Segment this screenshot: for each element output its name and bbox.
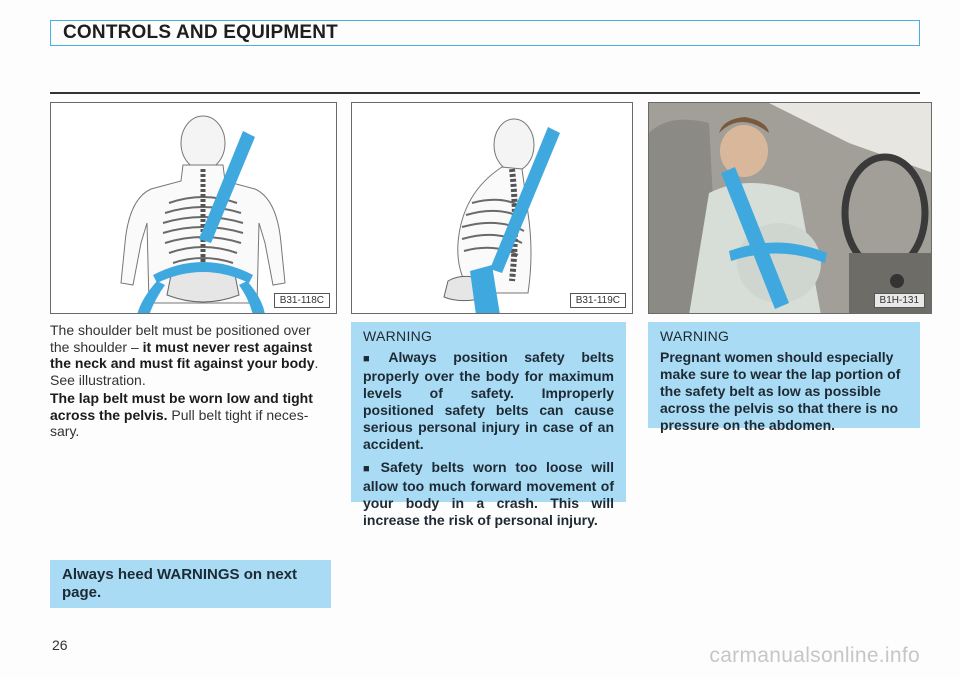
bullet-square-icon: ■ <box>363 353 383 365</box>
figure-side-view <box>351 102 633 314</box>
warning-item: ■ Always position safety belts properly over the body for maximum levels of safety. Improperly positioned safety belts can cause serious personal injury in case of an accident. <box>363 349 614 452</box>
figure-code: B31-118C <box>274 293 330 308</box>
figure-photo <box>648 102 932 314</box>
warning-title: WARNING <box>660 328 730 344</box>
back-view-skeleton-seatbelt-illustration <box>51 103 337 314</box>
figure-code: B31-119C <box>570 293 626 308</box>
warning-item: ■ Safety belts worn too loose will allow too much forward movement of your body in a crash. This will increase the risk of personal injury. <box>363 459 614 528</box>
figure-back-view <box>50 102 337 314</box>
page-title: CONTROLS AND EQUIPMENT <box>63 22 338 43</box>
header-box <box>50 20 920 46</box>
body-text <box>50 322 334 442</box>
watermark: carmanualsonline.info <box>709 644 920 667</box>
warning-title: WARNING <box>363 328 433 344</box>
figure-code: B1H-131 <box>874 293 925 308</box>
page-number: 26 <box>52 637 68 653</box>
warning-box-right: WARNING Pregnant women should especially make sure to wear the lap portion of the safety belt as low as possible across the pelvis so that there is no pressure on the abdomen. <box>648 322 920 428</box>
side-view-skeleton-seatbelt-illustration <box>352 103 633 314</box>
warning-box-left: Always heed WARNINGS on next page. <box>50 560 331 608</box>
header-rule <box>50 92 920 94</box>
paragraph-shoulder-belt: The shoulder belt must be positioned over the shoulder – it must never rest against the neck and must fit against your body. See illustration. <box>50 322 319 388</box>
bullet-square-icon: ■ <box>363 463 375 475</box>
pregnant-driver-seatbelt-photo <box>649 103 932 314</box>
warning-box-middle <box>351 322 626 528</box>
paragraph-lap-belt: The lap belt must be worn low and tight across the pelvis. Pull belt tight if neces-sary. <box>50 390 313 439</box>
